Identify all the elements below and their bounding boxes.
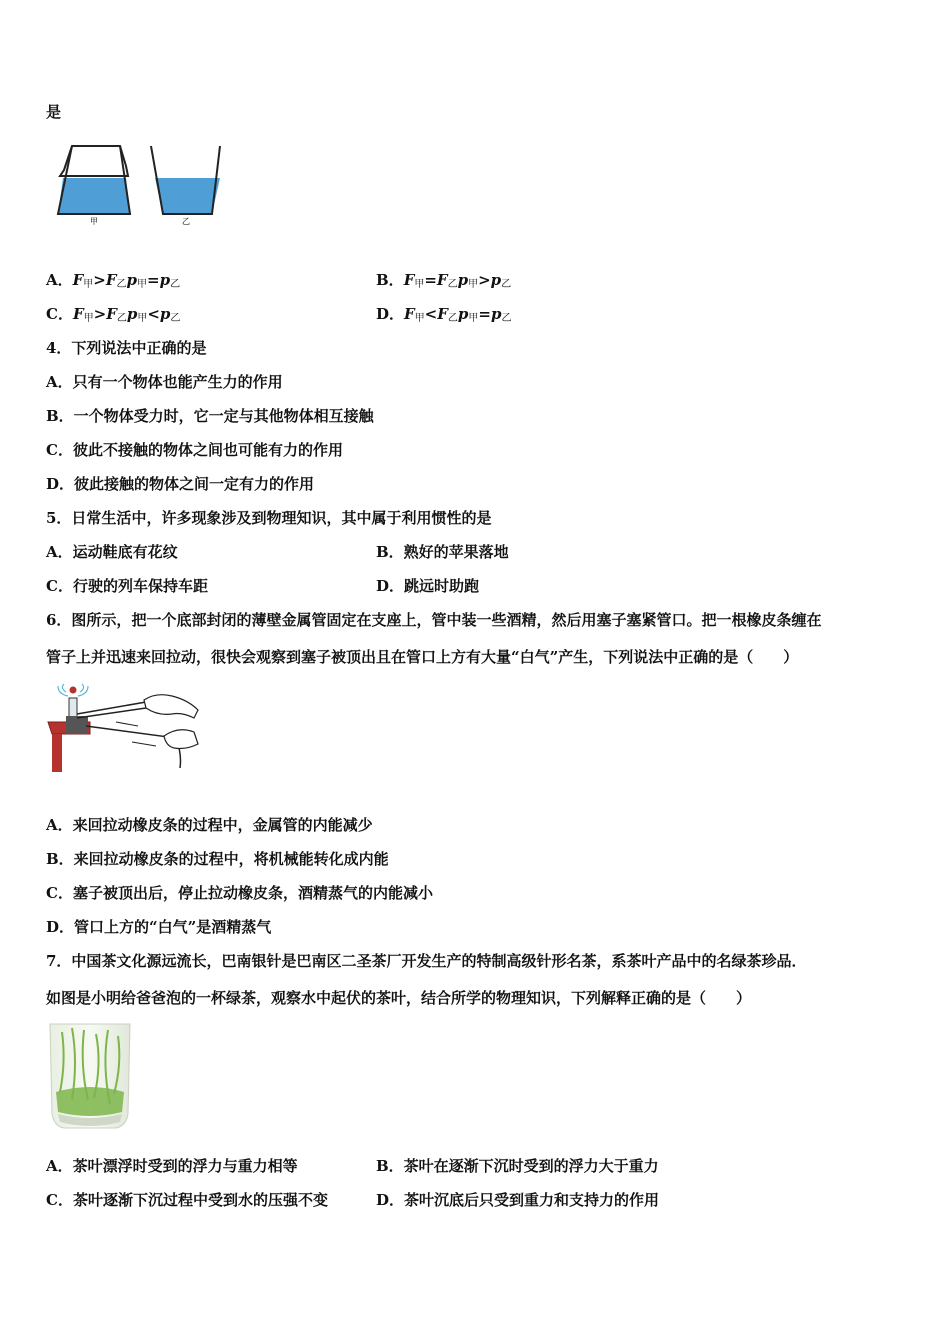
q3-option-b: B．$F_甲=F_乙p_甲>p_乙$ [376,271,512,290]
hand-lower-icon [164,730,198,749]
q7-option-c: C．茶叶逐渐下沉过程中受到水的压强不变 [46,1191,328,1209]
q5-option-b: B．熟好的苹果落地 [376,543,509,561]
question-3-stem-tail: 是 [46,103,62,121]
q4-option-c: C．彼此不接触的物体之间也可能有力的作用 [46,441,343,459]
q5-option-d: D．跳远时助跑 [376,577,480,595]
stand-leg [52,734,62,772]
q3-option-d: D．$F_甲<F_乙p_甲=p_乙$ [376,305,512,324]
q6-tube-rubber-band-figure [46,682,206,774]
q6-stem-line-1: 6．图所示，把一个底部封闭的薄壁金属管固定在支座上，管中装一些酒精，然后用塞子塞紧管口。把一根橡皮条缠在 [46,611,822,629]
q3-containers-figure [52,140,242,235]
q5-option-c: C．行驶的列车保持车距 [46,577,208,595]
q6-option-b: B．来回拉动橡皮条的过程中，将机械能转化成内能 [46,850,389,868]
container-jia [58,146,130,214]
q6-option-c: C．塞子被顶出后，停止拉动橡皮条，酒精蒸气的内能减小 [46,884,433,902]
q4-option-a: A．只有一个物体也能产生力的作用 [46,373,283,391]
container-jia-label: 甲 [90,217,98,226]
hand-upper-icon [144,695,198,718]
q6-option-a: A．来回拉动橡皮条的过程中，金属管的内能减少 [46,816,373,834]
q6-option-d: D．管口上方的“白气”是酒精蒸气 [46,918,272,936]
q7-stem-line-2: 如图是小明给爸爸泡的一杯绿茶，观察水中起伏的茶叶，结合所学的物理知识，下列解释正确的是（ ） [46,989,752,1007]
tube-clamp [66,716,88,734]
container-yi-label: 乙 [182,217,190,226]
q4-option-b: B．一个物体受力时，它一定与其他物体相互接触 [46,407,374,425]
q7-option-a: A．茶叶漂浮时受到的浮力与重力相等 [46,1157,298,1175]
q6-stem-line-2: 管子上并迅速来回拉动，很快会观察到塞子被顶出且在管口上方有大量“白气”产生，下列说法中正确的是（ ） [46,648,799,666]
q7-green-tea-cup-figure [48,1022,132,1130]
q7-option-d: D．茶叶沉底后只受到重力和支持力的作用 [376,1191,660,1209]
q4-stem: 4．下列说法中正确的是 [46,339,207,357]
tea-leaves-bottom [56,1087,124,1116]
container-yi [151,146,220,214]
q5-stem: 5．日常生活中，许多现象涉及到物理知识，其中属于利用惯性的是 [46,509,492,527]
q3-option-a: A．$F_甲>F_乙p_甲=p_乙$ [46,271,181,290]
q7-stem-line-1: 7．中国茶文化源远流长，巴南银针是巴南区二圣茶厂开发生产的特制高级针形名茶，系茶叶产品中的名绿茶珍品． [46,952,807,970]
q5-option-a: A．运动鞋底有花纹 [46,543,178,561]
q7-option-b: B．茶叶在逐渐下沉时受到的浮力大于重力 [376,1157,659,1175]
q3-option-c: C．$F_甲>F_乙p_甲<p_乙$ [46,305,181,324]
cork-icon [70,687,77,694]
q4-option-d: D．彼此接触的物体之间一定有力的作用 [46,475,315,493]
